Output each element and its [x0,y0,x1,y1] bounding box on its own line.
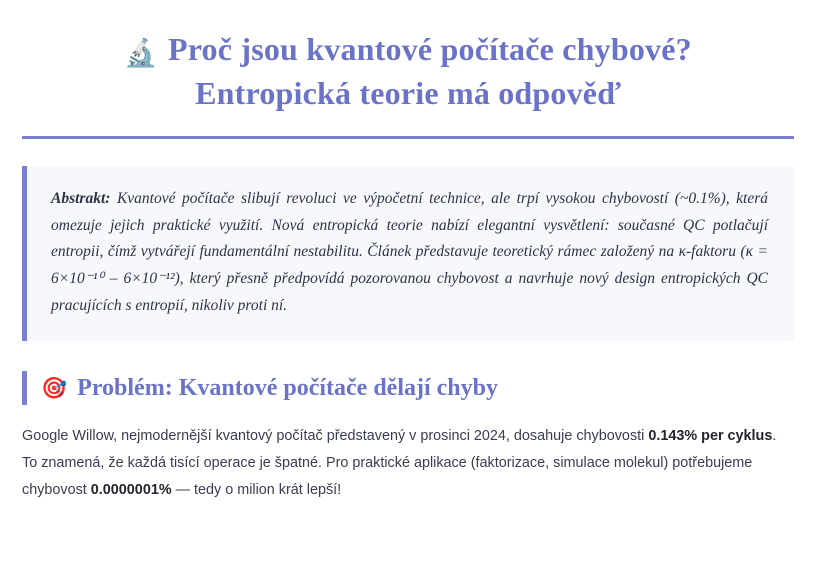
document-title-line-2: Entropická teorie má odpověď [195,75,621,112]
abstract-label: Abstrakt: [51,190,111,208]
body-bold-target-rate: 0.0000001% [90,482,172,499]
abstract-text: Kvantové počítače slibují revoluci ve výpočetní technice, ale trpí vysokou chybovostí (~0.1%), která omezuje jejich praktické využití. Nová entropická teorie nabízí elegantní vysvětlení: současné QC potlačují entropii, čímž vytvářejí fundamentální nestabilitu. Článek představuje teoretický rámec založený na κ-faktoru (κ = 6×10⁻¹⁰ – 6×10⁻¹²), který přesně předpovídá pozorovanou chybovost a navrhuje nový design entropických QC pracujících s entropií, nikoliv proti ní. [51,190,768,314]
abstract-callout [22,166,794,341]
section-heading-problem [22,371,794,405]
abstract-paragraph [51,186,768,319]
body-bold-error-rate: 0.143% per cyklus [648,428,773,445]
body-part-2: . To znamená, že každá tisící operace je špatné. Pro praktické aplikace (faktorizace, simulace molekul) potřebujeme chybovost [22,428,777,499]
section-title: Problém: Kvantové počítače dělají chyby [77,374,498,401]
title-divider [22,136,794,139]
page-title: Proč jsou kvantové počítače chybové? [167,31,692,67]
body-part-1: Google Willow, nejmodernější kvantový počítač představený v prosinci 2024, dosahuje chybovosti [22,428,649,445]
microscope-icon: 🔬 [124,38,158,69]
document-title-block [22,0,794,139]
dart-target-icon: 🎯 [41,375,68,400]
body-part-3: — tedy o milion krát lepší! [171,482,342,499]
body-paragraph [22,423,794,504]
document-title-line-1 [22,28,794,72]
